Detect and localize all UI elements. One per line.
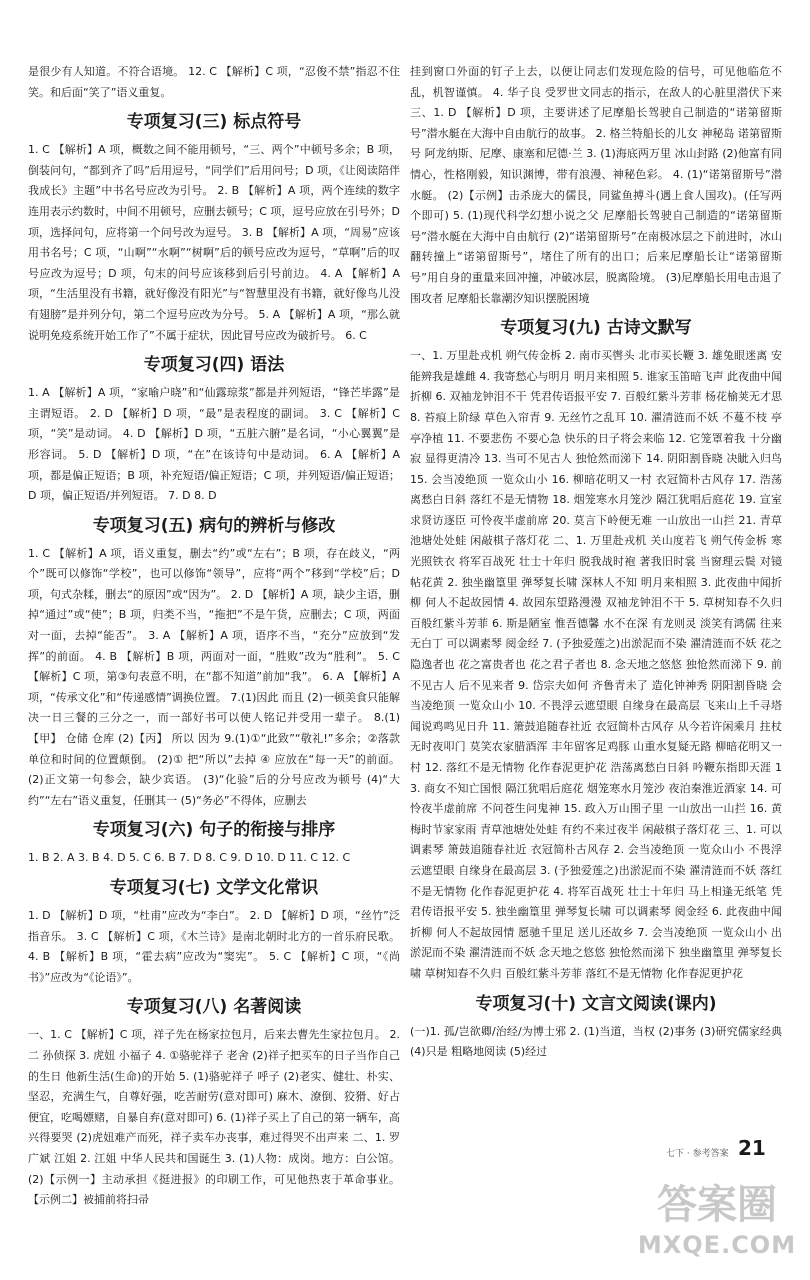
- answer-paragraph: 1. D 【解析】D 项，“杜甫”应改为“李白”。 2. D 【解析】D 项，“丝竹”泛指音乐。 3. C 【解析】C 项，《木兰诗》是南北朝时北方的一首乐府民歌。 4. B 【解析】B 项，“霍去病”应改为“窦宪”。 5. C 【解析】C 项，“《尚书》”应改为“《论语》”。: [28, 909, 400, 984]
- section-heading: 专项复习(四) 语法: [143, 355, 285, 376]
- answer-paragraph: 一、1. C 【解析】C 项，祥子先在杨家拉包月，后来去曹先生家拉包月。 2. 二 孙侦探 3. 虎妞 小福子 4. ①骆驼祥子 老舍 (2)祥子把买车的日子当作自己的生日 他新生活(生命)的开始 5. (1)骆驼祥子 呼子 (2)老实、健壮、朴实、坚忍，充满生气，自尊好强，吃苦耐劳(意对即可) 麻木、潦倒、狡猾、好占便宜，吃喝嫖赌，自暴自弃(意对即可) 6. (1)祥子买上了自己的第一辆车，高兴得要哭 (2)虎妞难产而死，祥子卖车办丧事，难过得哭不出声来 二、1. 罗广斌 江姐 2. 江姐 中华人民共和国诞生 3. (1)人物：成岗。地方：白公馆。 (2)【示例一】主动承担《挺进报》的印刷工作，可见他热衷于革命事业。【示例二】被捕前将扫帚: [28, 1028, 400, 1207]
- answer-paragraph: 1. B 2. A 3. B 4. D 5. C 6. B 7. D 8. C 9. D 10. D 11. C 12. C: [28, 851, 351, 865]
- answer-paragraph: 是很少有人知道。不符合语境。 12. C 【解析】C 项，“忍俊不禁”指忍不住笑。和后面“笑了”语义重复。: [28, 65, 400, 99]
- footer-label: 七下 · 参考答案: [666, 1149, 729, 1159]
- answer-paragraph: 一、1. 万里赴戎机 朔气传金柝 2. 南市买辔头 北市买长鞭 3. 雄兔眼迷离 安能辨我是雄雌 4. 我寄愁心与明月 明月来相照 5. 谁家玉笛暗飞声 此夜曲中闻折柳 6. 双袖龙钟泪不干 凭君传语报平安 7. 百般红紫斗芳菲 杨花榆荚无才思 8. 苔痕上阶绿 草色入帘青 9. 无丝竹之乱耳 10. 濯清涟而不妖 不蔓不枝 亭亭净植 11. 不要悲伤 不要心急 快乐的日子将会来临 12. 它笼罩着我 十分幽寂 显得更清冷 13. 当可不见古人 独怆然而涕下 14. 阴阳割昏晓 决眦入归鸟 15. 会当凌绝顶 一览众山小 16. 柳暗花明又一村 衣冠简朴古风存 17. 浩荡离愁白日斜 落红不是无情物 18. 烟笼寒水月笼沙 隔江犹唱后庭花 19. 宣室求贤访逐臣 可怜夜半虚前席 20. 莫言下岭便无难 一山放出一山拦 21. 青草池塘处处蛙 闲敲棋子落灯花 二、1. 万里赴戎机 关山度若飞 朔气传金柝 寒光照铁衣 将军百战死 壮士十年归 脱我战时袍 著我旧时裳 当窗理云鬓 对镜帖花黄 2. 独坐幽篁里 弹琴复长啸 深林人不知 明月来相照 3. 此夜曲中闻折柳 何人不起故园情 4. 故园东望路漫漫 双袖龙钟泪不干 5. 草树知春不久归 百般红紫斗芳菲 6. 斯是陋室 惟吾德馨 水不在深 有龙则灵 淡笑有鸿儒 往来无白丁 可以调素琴 阅金经 7. (予独爱莲之)出淤泥而不染 濯清涟而不妖 花之隐逸者也 花之富贵者也 花之君子者也 8. 念天地之悠悠 独怆然而涕下 9. 前不见古人 后不见来者 9. 岱宗夫如何 齐鲁青未了 造化钟神秀 阴阳割昏晓 会当凌绝顶 一览众山小 10. 不畏浮云遮望眼 自缘身在最高层 飞来山上千寻塔 闻说鸡鸣见日升 11. 箫鼓追随春社近 衣冠简朴古风存 从今若许闲乘月 拄杖无时夜叩门 莫笑农家腊酒浑 丰年留客足鸡豚 山重水复疑无路 柳暗花明又一村 12. 落红不是无情物 化作春泥更护花 浩荡离愁白日斜 吟鞭东指即天涯 13. 商女不知亡国恨 隔江犹唱后庭花 烟笼寒水月笼沙 夜泊秦淮近酒家 14. 可怜夜半虚前席 不问苍生问鬼神 15. 政入万山围子里 一山放出一山拦 16. 黄梅时节家家雨 青草池塘处处蛙 有约不来过夜半 闲敲棋子落灯花 三、1. 可以调素琴 箫鼓追随春社近 衣冠简朴古风存 2. 会当凌绝顶 一览众山小 不畏浮云遮望眼 自缘身在最高层 3. (予独爱莲之)出淤泥而不染 濯清涟而不妖 落红不是无情物 化作春泥更护花 4. 将军百战死 壮士十年归 马上相逢无纸笔 凭君传语报平安 5. 独坐幽篁里 弹琴复长啸 可以调素琴 阅金经 6. 此夜曲中闻折柳 何人不起故园情 愿驰千里足 送儿还故乡 7. 会当凌绝顶 一览众山小 出淤泥而不染 濯清涟而不妖 念天地之悠悠 独怆然而涕下 独坐幽篁里 弹琴复长啸 草树知春不久归 百般红紫斗芳菲 落红不是无情物 化作春泥更护花: [410, 349, 782, 980]
- watermark-logo: [632, 1180, 802, 1276]
- left-column: [28, 62, 400, 1211]
- right-column: [410, 62, 782, 1063]
- section-heading: 专项复习(七) 文学文化常识: [109, 878, 319, 898]
- section-heading: 专项复习(九) 古诗文默写: [500, 318, 692, 339]
- page-number: 21: [738, 1136, 766, 1160]
- section-heading: 专项复习(五) 病句的辨析与修改: [92, 515, 336, 536]
- section-heading: 专项复习(十) 文言文阅读(课内): [475, 993, 717, 1014]
- answer-paragraph: 1. C 【解析】A 项，概数之间不能用顿号，“三、两个”中顿号多余；B 项，倒装问句，“都到齐了吗”后用逗号，“同学们”后用问号；D 项，《让阅读陪伴我成长》主题”中书名号应改为引号。 2. B 【解析】A 项，两个连续的数字连用表示约数时，中间不用顿号，应删去顿号；C 项，逗号应放在引号外；D 项，选择问句，应将第一个问号改为逗号。 3. B 【解析】A 项，“周易”应该用书名号；C 项，“山啊”“水啊”“树啊”后的顿号应改为逗号，“草啊”后的叹号应改为逗号；D 项，句末的问号应该移到后引号前边。 4. A 【解析】A 项，“生活里没有书籍，就好像没有阳光”与“智慧里没有书籍，就好像鸟儿没有翅膀”是并列分句，第二个逗号应改为分号。 5. A 【解析】A 项，“那么就说明免疫系统开始工作了”不属于症状，因此冒号应改为破折号。 6. C: [28, 143, 400, 342]
- answer-paragraph: 1. C 【解析】A 项，语义重复，删去“约”或“左右”；B 项，存在歧义，“两个”既可以修饰“学校”，也可以修饰“领导”，应将“两个”移到“学校”后；D 项，句式杂糅，删去“的原因”或“因为”。 2. D 【解析】A 项，缺少主语，删掉“通过”或“使”；B 项，归类不当，“拖把”不是午货，应删去；C 项，两面对一面，去掉“能否”。 3. A 【解析】A 项，语序不当，“充分”应放到“发挥”的前面。 4. B 【解析】B 项，两面对一面，“胜败”改为“胜利”。 5. C 【解析】C 项，第③句表意不明，在“都不知道”前加“我”。 6. A 【解析】A 项，“传承文化”和“传递感情”调换位置。 7.(1)因此 而且 (2)一顿美食只能解决一日三餐的三分之一，而一部好书可以使人铭记并受用一辈子。 8.(1)【甲】 仓储 仓库 (2)【丙】 所以 因为 9.(1)①“此致”“敬礼!”多余；②落款单位和时间的位置颠倒。 (2)① 把“所以”去掉 ④ 应放在“每一天”的前面。 (2)正文第一句参会，缺少宾语。 (3)“化验”后的分号应改为顿号 (4)“大约”“左右”语义重复，任删其一 (5)“务必”不得体，应删去: [28, 546, 400, 807]
- watermark-url: MXQE.COM: [637, 1231, 797, 1259]
- section-heading: 专项复习(六) 句子的衔接与排序: [92, 820, 336, 841]
- answer-paragraph: 1. A 【解析】A 项，“家喻户晓”和“仙露琼浆”都是并列短语，“锋芒毕露”是主谓短语。 2. D 【解析】D 项，“最”是表程度的副词。 3. C 【解析】C 项，“笑”是动词。 4. D 【解析】D 项，“五脏六腑”是名词，“小心翼翼”是形容词。 5. D 【解析】D 项，“在”在该诗句中是动词。 6. A 【解析】A 项，都是偏正短语；B 项，补充短语/偏正短语；C 项，并列短语/偏正短语；D 项，偏正短语/并列短语。 7. D 8. D: [28, 386, 400, 503]
- section-heading: 专项复习(八) 名著阅读: [126, 997, 302, 1018]
- answer-paragraph: 挂到窗口外面的钉子上去，以便让同志们发现危险的信号，可见他临危不乱，机智谨慎。 4. 华子良 受罗世文同志的指示，在敌人的心脏里潜伏下来 三、1. D 【解析】D 项，主要讲述了尼摩船长驾驶自己制造的“诺第留斯号”潜水艇在大海中自由航行的故事。 2. 格兰特船长的儿女 神秘岛 诺第留斯号 阿龙纳斯、尼摩、康塞和尼德·兰 3. (1)海底两万里 冰山封路 (2)他富有同情心，性格刚毅，知识渊博，带有浪漫、神秘色彩。 4. (1)“诺第留斯号”潜水艇。 (2)【示例】击杀庞大的儒艮，同鲨鱼搏斗(遇上食人国攻)。(任写两个即可) 5. (1)现代科学幻想小说之父 尼摩船长驾驶自己制造的“诺第留斯号”潜水艇在大海中自由航行 (2)“诺第留斯号”在南极冰层之下前进时，冰山翻转撞上“诺第留斯号”，堵住了所有的出口；后来尼摩船长让“诺第留斯号”用自身的重量来回冲撞，冲破冰层，脱离险境。 (3)尼摩船长用电击退了围攻者 尼摩船长靠潮汐知识摆脱困境: [410, 65, 782, 305]
- section-heading: 专项复习(三) 标点符号: [126, 112, 302, 133]
- watermark-text: 答案圈: [657, 1182, 777, 1228]
- answer-paragraph: (一)1. 孤/岂欲卿/治经/为博士邪 2. (1)当道，当权 (2)事务 (3)研究儒家经典 (4)只是 粗略地阅读 (5)经过: [410, 1024, 782, 1059]
